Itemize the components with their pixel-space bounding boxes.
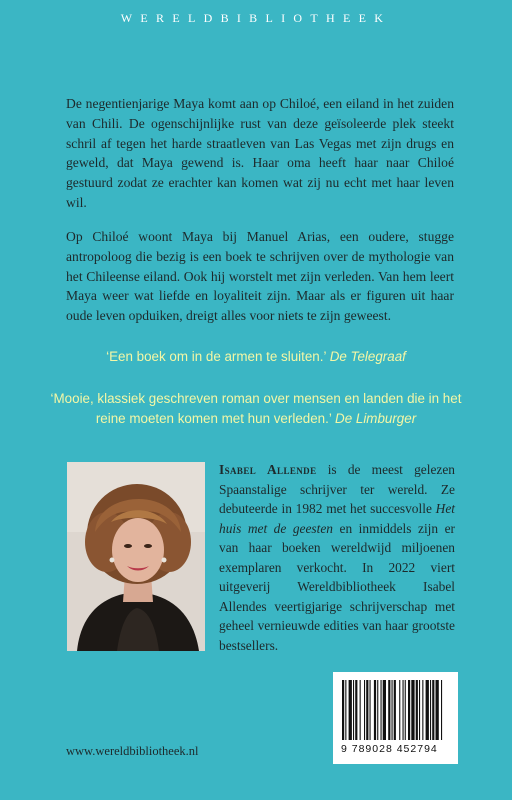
barcode-bar (394, 680, 396, 740)
bio-text-1: is de meest gelezen Spaanstalige schrijver ter wereld. Ze debuteerde in 1982 met het succesvolle (219, 462, 455, 516)
author-portrait-illustration (67, 462, 205, 651)
author-photo (67, 462, 205, 651)
barcode-bar (388, 680, 390, 740)
publisher-website: www.wereldbibliotheek.nl (66, 744, 199, 758)
barcode-bar (355, 680, 357, 740)
review-quote-1 (40, 347, 472, 367)
barcode-bar (392, 680, 393, 740)
barcode-bar (436, 680, 439, 740)
barcode-bar (360, 680, 361, 740)
barcode-bar (353, 680, 354, 740)
barcode-bar (432, 680, 434, 740)
barcode-bar (349, 680, 352, 740)
author-bio (219, 460, 455, 655)
barcode-bar (426, 680, 429, 740)
barcode-bar (342, 680, 344, 740)
barcode-bar (370, 680, 371, 740)
quote-text: ‘Mooie, klassiek geschreven roman over mensen en landen die in het reine moeten komen met hun verleden.’ (50, 391, 462, 426)
barcode-bar (377, 680, 378, 740)
barcode-bar (403, 680, 404, 740)
quote-source: De Limburger (335, 410, 417, 426)
barcode-bar (374, 680, 376, 740)
blurb-paragraph-2: Op Chiloé woont Maya bij Manuel Arias, een oudere, stugge antropoloog die bezig is een boek te schrijven over de mythologie van het Chileense eiland. Ook hij worstelt met zijn verleden. Van hem leert Maya weer wat liefde en loyaliteit zijn. Maar als er figuren uit haar oude leven opduiken, dreigt alles voor niets te zijn geweest. (66, 229, 454, 324)
barcode-bar (364, 680, 365, 740)
review-quote-2 (40, 389, 472, 428)
bio-text-2: en inmiddels zijn er van haar boeken wereldwijd miljoenen exemplaren verkocht. In 2022 viert uitgeverij Wereldbibliotheek Isabel Allendes veertigjarige schrijverschap met geheel vernieuwde edities van haar grootste bestsellers. (219, 520, 455, 653)
barcode-bar (419, 680, 420, 740)
barcode-bar (399, 680, 400, 740)
isbn-digits: 9 789028 452794 (341, 743, 438, 755)
quote-source: De Telegraaf (329, 349, 406, 364)
barcode-bar (422, 680, 423, 740)
barcode-bar (383, 680, 386, 740)
barcode-bar (381, 680, 382, 740)
barcode-bar (345, 680, 346, 740)
isbn-barcode (333, 672, 458, 764)
barcode-bar (408, 680, 410, 740)
barcode-bar (411, 680, 414, 740)
publisher-header: WERELDBIBLIOTHEEK (120, 11, 392, 25)
blurb-paragraph-1: De negentienjarige Maya komt aan op Chiloé, een eiland in het zuiden van Chili. De ogenschijnlijke rust van deze geïsoleerde plek steekt schril af tegen het harde straatleven van Las Vegas met zijn drugs en geweld, dat Maya gewend is. Haar oma heeft haar naar Chiloé gestuurd zodat ze erachter kan komen wat zij nu echt met haar leven wil. (66, 96, 454, 210)
book-title: Het huis met de geesten (219, 501, 455, 536)
barcode-bar (416, 680, 418, 740)
author-name: Isabel Allende (219, 462, 317, 477)
barcode-bar (430, 680, 431, 740)
quote-text: ‘Een boek om in de armen te sluiten.’ (106, 349, 330, 364)
barcode-bar (441, 680, 442, 740)
barcode-bar (405, 680, 406, 740)
barcode-bar (366, 680, 368, 740)
